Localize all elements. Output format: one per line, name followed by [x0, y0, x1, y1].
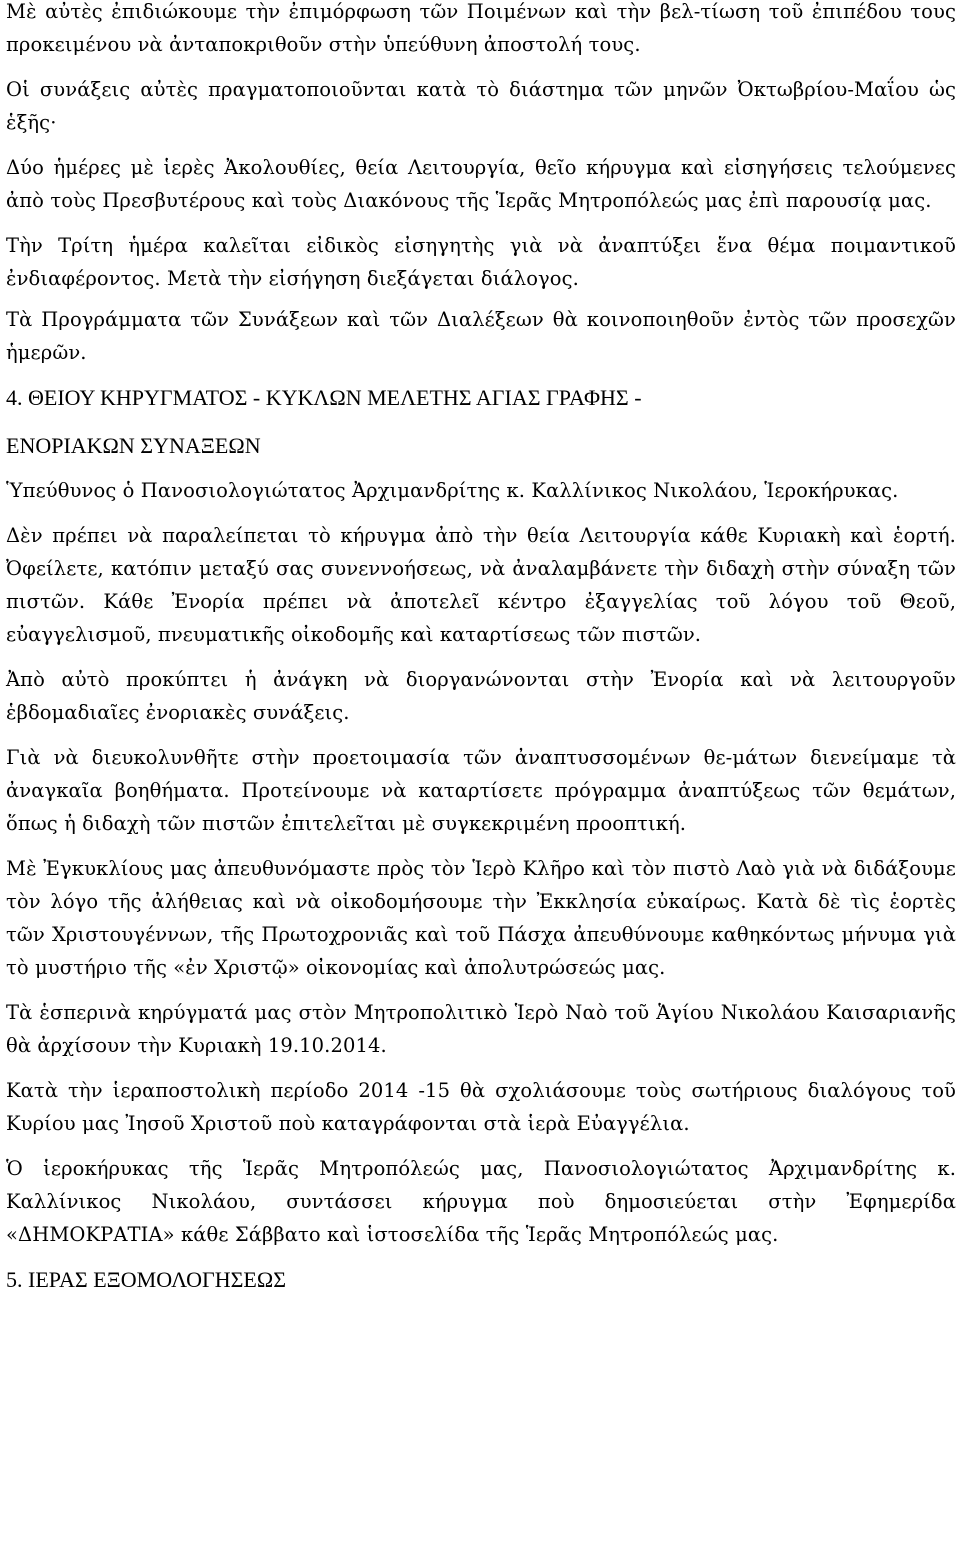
paragraph: Δὲν πρέπει νὰ παραλείπεται τὸ κήρυγμα ἀπὸ τὴν θεία Λειτουργία κάθε Κυριακὴ καὶ ἑορτή. Ὀφείλετε, κατόπιν μεταξύ σας συνεννοήσεως, νὰ ἀναλαμβάνετε τὴν διδαχὴ στὴν σύναξη τῶν πιστῶν. Κάθε Ἐνορία πρέπει νὰ ἀποτελεῖ κέντρο ἐξαγγελίας τοῦ λόγου τοῦ Θεοῦ, εὐαγγελισμοῦ, πνευματικῆς οἰκοδομῆς καὶ καταρτίσεως τῶν πιστῶν. — [6, 524, 956, 646]
paragraph: Τὰ Προγράμματα τῶν Συνάξεων καὶ τῶν Διαλέξεων θὰ κοινοποιηθοῦν ἐντὸς τῶν προσεχῶν ἡμερῶν. — [6, 308, 956, 364]
paragraph: Μὲ Ἐγκυκλίους μας ἀπευθυνόμαστε πρὸς τὸν Ἱερὸ Κλῆρο καὶ τὸν πιστὸ Λαὸ γιὰ νὰ διδάξουμε τὸν λόγο τῆς ἀλήθειας καὶ νὰ οἰκοδομήσουμε τὴν Ἐκκλησία εὐκαίρως. Κατὰ δὲ τὶς ἑορτὲς τῶν Χριστουγέννων, τῆς Πρωτοχρονιᾶς καὶ τοῦ Πάσχα ἀπευθύνουμε καθηκόντως μήνυμα γιὰ τὸ μυστήριο τῆς «ἐν Χριστῷ» οἰκονομίας καὶ ἀπολυτρώσεώς μας. — [6, 857, 956, 979]
paragraph: Τὰ ἑσπερινὰ κηρύγματά μας στὸν Μητροπολιτικὸ Ἱερὸ Ναὸ τοῦ Ἁγίου Νικολάου Καισαριανῆς θὰ ἀρχίσουν τὴν Κυριακὴ 19.10.2014. — [6, 1001, 956, 1057]
paragraph: Τὴν Τρίτη ἡμέρα καλεῖται εἰδικὸς εἰσηγητὴς γιὰ νὰ ἀναπτύξει ἕνα θέμα ποιμαντικοῦ ἐνδιαφέροντος. Μετὰ τὴν εἰσήγηση διεξάγεται διάλογος. — [6, 234, 956, 290]
paragraph: Ὑπεύθυνος ὁ Πανοσιολογιώτατος Ἀρχιμανδρίτης κ. Καλλίνικος Νικολάου, Ἱεροκήρυκας. — [6, 479, 899, 502]
section-heading: ΕΝΟΡΙΑΚΩΝ ΣΥΝΑΞΕΩΝ — [6, 433, 261, 458]
paragraph: Οἱ συνάξεις αὐτὲς πραγματοποιοῦνται κατὰ τὸ διάστημα τῶν μηνῶν Ὀκτωβρίου-Μαΐου ὡς ἑξῆς· — [6, 78, 956, 134]
paragraph: Μὲ αὐτὲς ἐπιδιώκουμε τὴν ἐπιμόρφωση τῶν Ποιμένων καὶ τὴν βελ-τίωση τοῦ ἐπιπέδου τους προκειμένου νὰ ἀνταποκριθοῦν στὴν ὑπεύθυνη ἀποστολή τους. — [6, 0, 956, 56]
paragraph: Ὁ ἱεροκήρυκας τῆς Ἱερᾶς Μητροπόλεώς μας, Πανοσιολογιώτατος Ἀρχιμανδρίτης κ. Καλλίνικος Νικολάου, συντάσσει κήρυγμα ποὺ δημοσιεύεται στὴν Ἐφημερίδα «ΔΗΜΟΚΡΑΤΙΑ» κάθε Σάββατο καὶ ἱστοσελίδα τῆς Ἱερᾶς Μητροπόλεώς μας. — [6, 1157, 956, 1246]
paragraph: Δύο ἡμέρες μὲ ἱερὲς Ἀκολουθίες, θεία Λειτουργία, θεῖο κήρυγμα καὶ εἰσηγήσεις τελούμενες ἀπὸ τοὺς Πρεσβυτέρους καὶ τοὺς Διακόνους τῆς Ἱερᾶς Μητροπόλεώς μας ἐπὶ παρουσίᾳ μας. — [6, 156, 956, 212]
section-heading: 4. ΘΕΙΟΥ ΚΗΡΥΓΜΑΤΟΣ - ΚΥΚΛΩΝ ΜΕΛΕΤΗΣ ΑΓΙΑΣ ΓΡΑΦΗΣ - — [6, 385, 642, 410]
paragraph: Γιὰ νὰ διευκολυνθῆτε στὴν προετοιμασία τῶν ἀναπτυσσομένων θε-μάτων διενείμαμε τὰ ἀναγκαῖα βοηθήματα. Προτείνουμε νὰ καταρτίσετε πρόγραμμα ἀναπτύξεως τῶν θεμάτων, ὅπως ἡ διδαχὴ τῶν πιστῶν ἐπιτελεῖται μὲ συγκεκριμένη προοπτική. — [6, 746, 956, 835]
paragraph: Ἀπὸ αὐτὸ προκύπτει ἡ ἀνάγκη νὰ διοργανώνονται στὴν Ἐνορία καὶ νὰ λειτουργοῦν ἑβδομαδιαῖες ἐνοριακὲς συνάξεις. — [6, 668, 956, 724]
section-heading: 5. ΙΕΡΑΣ ΕΞΟΜΟΛΟΓΗΣΕΩΣ — [6, 1267, 287, 1292]
document-page — [6, 0, 956, 1296]
paragraph: Κατὰ τὴν ἱεραποστολικὴ περίοδο 2014 -15 θὰ σχολιάσουμε τοὺς σωτήριους διαλόγους τοῦ Κυρίου μας Ἰησοῦ Χριστοῦ ποὺ καταγράφονται στὰ ἱερὰ Εὐαγγέλια. — [6, 1079, 956, 1135]
